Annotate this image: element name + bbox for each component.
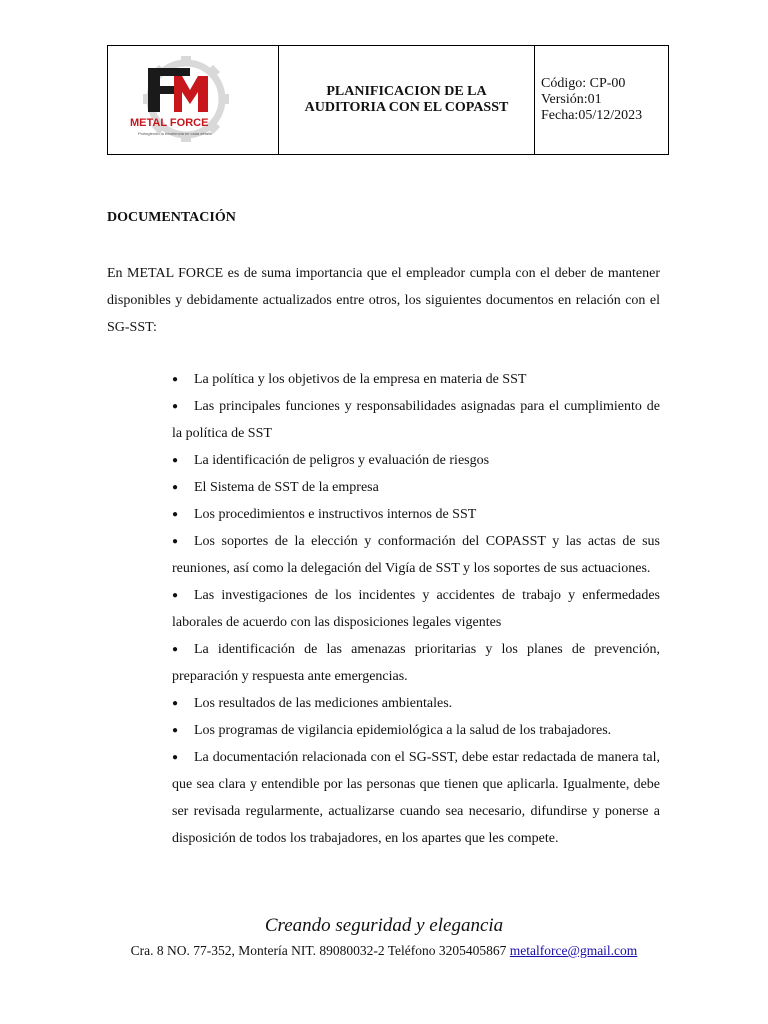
bullet-icon: ● <box>172 752 179 763</box>
list-item: ● La documentación relacionada con el SG-SST, debe estar redactada de manera tal, que sea clara y entendible por las personas que tienen que aplicarla. Igualmente, debe ser revisada regularmente, actualizarse cuando sea necesario, difundirse y ponerse a disposición de todos los trabajadores, en los apartes que les compete. <box>172 744 660 852</box>
bullet-icon: ● <box>172 725 179 736</box>
intro-paragraph: En METAL FORCE es de suma importancia que el empleador cumpla con el deber de mantener disponibles y debidamente actualizados entre otros, los siguientes documentos en relación con el SG-SST: <box>107 266 660 335</box>
email-link[interactable]: metalforce@gmail.com <box>509 943 638 958</box>
bullet-icon: ● <box>172 590 179 601</box>
list-item: ● Los resultados de las mediciones ambientales. <box>172 690 660 717</box>
bullet-icon: ● <box>172 509 179 520</box>
document-version: Versión:01 <box>541 92 602 107</box>
document-title: PLANIFICACION DE LA AUDITORIA CON EL COPASST <box>279 46 535 154</box>
bullet-icon: ● <box>172 401 179 412</box>
metal-force-logo <box>118 54 268 146</box>
svg-text:METAL FORCE: METAL FORCE <box>130 117 209 129</box>
document-meta <box>535 46 668 154</box>
footer-address: Cra. 8 NO. 77-352, Montería NIT. 89080032-2 Teléfono 3205405867 <box>130 943 510 958</box>
bullet-icon: ● <box>172 644 179 655</box>
document-code: Código: CP-00 <box>541 76 626 91</box>
list-item: ● Los programas de vigilancia epidemiológica a la salud de los trabajadores. <box>172 717 660 744</box>
footer-slogan: Creando seguridad y elegancia <box>264 915 504 936</box>
bullet-icon: ● <box>172 374 179 385</box>
bullet-icon: ● <box>172 536 179 547</box>
document-date: Fecha:05/12/2023 <box>541 108 643 123</box>
svg-text:Protegiendo la excelencia en c: Protegiendo la excelencia en cada detalle <box>138 131 213 136</box>
list-item: ● Los procedimientos e instructivos internos de SST <box>172 501 660 528</box>
list-item: ● La política y los objetivos de la empresa en materia de SST <box>172 366 660 393</box>
list-item: ● Los soportes de la elección y conformación del COPASST y las actas de sus reuniones, así como la delegación del Vigía de SST y los soportes de sus actuaciones. <box>172 528 660 582</box>
list-item: ● La identificación de peligros y evaluación de riesgos <box>172 447 660 474</box>
bullet-icon: ● <box>172 482 179 493</box>
list-item: ● El Sistema de SST de la empresa <box>172 474 660 501</box>
logo-cell <box>108 46 279 154</box>
document-header-table <box>107 45 669 155</box>
list-item: ● Las principales funciones y responsabilidades asignadas para el cumplimiento de la política de SST <box>172 393 660 447</box>
footer-contact <box>0 943 768 959</box>
bullet-icon: ● <box>172 698 179 709</box>
list-item: ● Las investigaciones de los incidentes y accidentes de trabajo y enfermedades laborales de acuerdo con las disposiciones legales vigentes <box>172 582 660 636</box>
list-item: ● La identificación de las amenazas prioritarias y los planes de prevención, preparación y respuesta ante emergencias. <box>172 636 660 690</box>
document-list <box>172 366 660 852</box>
bullet-icon: ● <box>172 455 179 466</box>
section-heading: DOCUMENTACIÓN <box>107 210 236 225</box>
